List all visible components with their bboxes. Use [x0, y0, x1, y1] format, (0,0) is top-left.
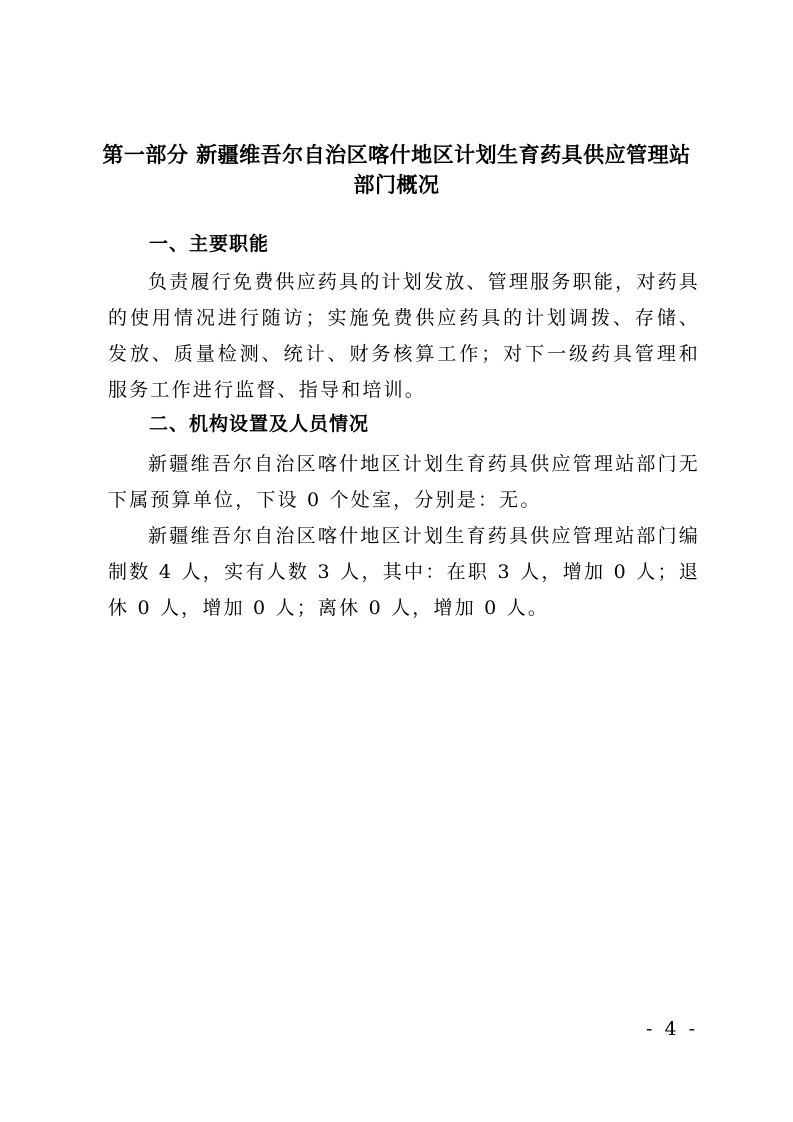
section-heading-main-functions: 一、主要职能 [149, 233, 270, 255]
document-title-line2: 部门概况 [353, 173, 440, 197]
page-number: - 4 - [646, 1018, 699, 1040]
section-paragraph-main-functions: 负责履行免费供应药具的计划发放、管理服务职能，对药具的使用情况进行随访；实施免费供应药具的计划调拨、存储、发放、质量检测、统计、财务核算工作；对下一级药具管理和服务工作进行监督、指导和培训。 [108, 271, 700, 401]
section-paragraph-staffing: 新疆维吾尔自治区喀什地区计划生育药具供应管理站部门编制数 4 人，实有人数 3 人，其中：在职 3 人，增加 0 人；退休 0 人，增加 0 人；离休 0 人，增加 0 人。 [108, 525, 700, 619]
section-paragraph-subunits: 新疆维吾尔自治区喀什地区计划生育药具供应管理站部门无下属预算单位，下设 0 个处室，分别是：无。 [108, 453, 700, 511]
section-heading-organization: 二、机构设置及人员情况 [149, 413, 370, 435]
document-title-line1: 第一部分 新疆维吾尔自治区喀什地区计划生育药具供应管理站 [102, 143, 691, 167]
